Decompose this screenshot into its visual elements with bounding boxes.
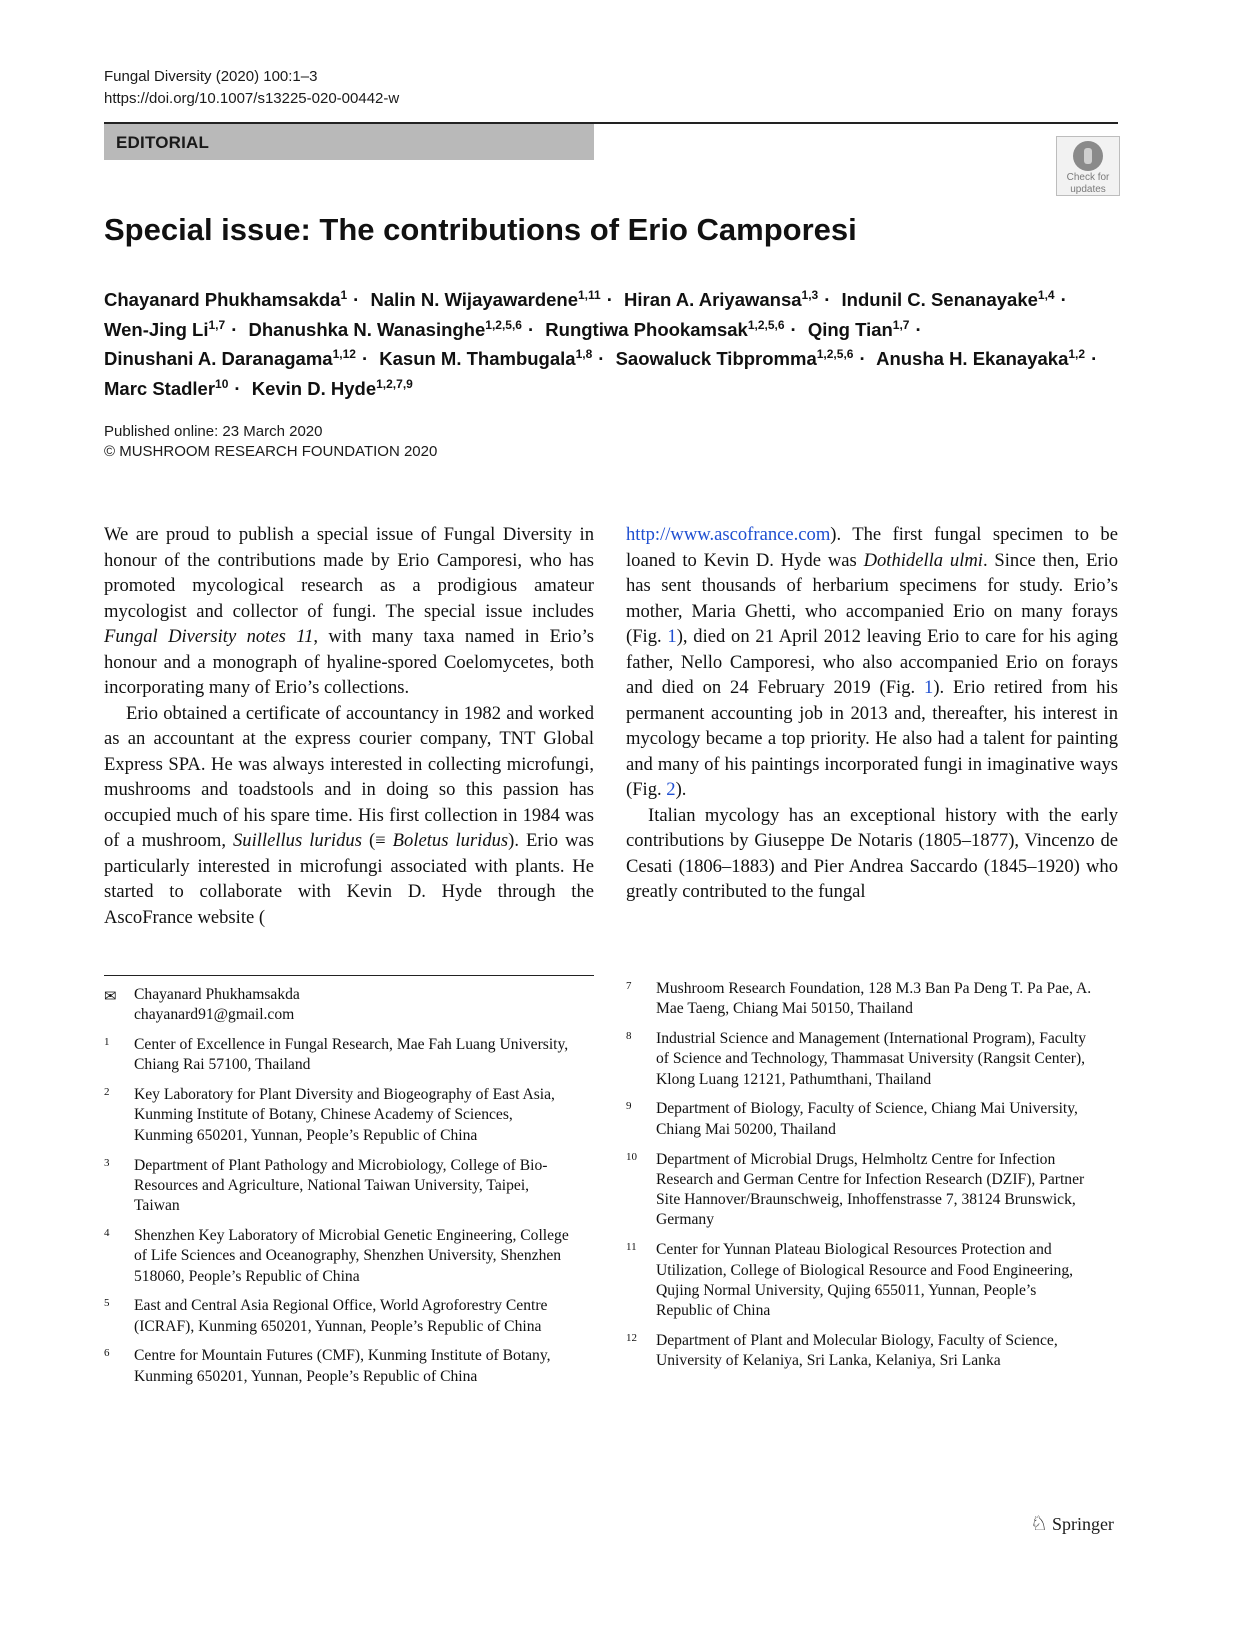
envelope-icon: ✉ [104, 989, 117, 1005]
affiliation: 12 Department of Plant and Molecular Biology, Faculty of Science, University of Kelaniya, Sri Lanka, Kelaniya, Sri Lanka [626, 1331, 1058, 1370]
ascofrance-link[interactable]: http://www.ascofrance.com [626, 524, 831, 545]
section-label: EDITORIAL [116, 133, 210, 152]
badge-line2: updates [1070, 184, 1106, 195]
affiliation: 3 Department of Plant Pathology and Microbiology, College of Bio-Resources and Agriculture, National Taiwan University, Taipei, Taiwan [104, 1156, 548, 1215]
correspondence-email[interactable]: chayanard91@gmail.com [134, 1006, 295, 1024]
badge-line1: Check for [1066, 172, 1110, 183]
author-separator: · [1091, 348, 1098, 370]
figure-1-link[interactable]: 1 [924, 677, 934, 698]
affiliation: 11 Center for Yunnan Plateau Biological Resources Protection and Utilization, College of Biological Resource and Food Engineering, Qujing Normal University, Qujing 655011, Yunnan, People’s Republic of China [626, 1241, 1074, 1320]
author[interactable]: Kasun M. Thambugala$^{1,8}$ [379, 347, 593, 370]
author-separator: · [606, 289, 613, 311]
author-separator: · [234, 378, 241, 400]
springer-horse-icon: ♘ [1030, 1511, 1048, 1535]
journal-citation: Fungal Diversity (2020) 100:1–3 [104, 68, 318, 85]
bookmark-icon [1073, 141, 1103, 171]
check-for-updates-badge[interactable] [1056, 136, 1120, 196]
author-separator: · [353, 289, 360, 311]
publication-info [104, 422, 437, 462]
author-separator: · [361, 348, 369, 370]
affiliation: 7 Mushroom Research Foundation, 128 M.3 Ban Pa Deng T. Pa Pae, A. Mae Taeng, Chiang Mai 50150, Thailand [626, 980, 1092, 1018]
affiliation: 5 East and Central Asia Regional Office, World Agroforestry Centre (ICRAF), Kunming 650201, Yunnan, People’s Republic of China [104, 1297, 548, 1335]
affiliation: 8 Industrial Science and Management (International Program), Faculty of Science and Technology, Thammasat University (Rangsit Center), Klong Luang 12121, Pathumthani, Thailand [626, 1030, 1086, 1088]
author[interactable]: Qing Tian$^{1,7}$ [807, 317, 910, 340]
author-separator: · [598, 348, 605, 370]
author[interactable]: Rungtiwa Phookamsak$^{1,2,5,6}$ [545, 317, 785, 340]
paragraph-continued: http://www.ascofrance.com). The first fungal specimen to be loaned to Kevin D. Hyde was Dothidella ulmi. Since then, Erio has sent thousands of herbarium specimens for study. Erio’s mother, Maria Ghetti, who accompanied Erio on many forays (Fig. 1), died on 21 April 2012 leaving Erio to care for his aging father, Nello Camporesi, who also accompanied Erio on forays and died on 24 February 2019 (Fig. 1). Erio retired from his permanent accounting job in 2013 and, thereafter, his interest in mycology became a top priority. He also had a talent for painting and many of his paintings incorporated fungi in imaginative ways (Fig. 2). [626, 524, 1119, 800]
article-title: Special issue: The contributions of Erio Camporesi [104, 212, 857, 247]
paragraph: Erio obtained a certificate of accountancy in 1982 and worked as an accountant at the express courier company, TNT Global Express SPA. He was always interested in collecting microfungi, mushrooms and toadstools and in doing so this passion has occupied much of his spare time. His first collection in 1984 was of a mushroom, Suillellus luridus (≡ Boletus luridus). Erio was particularly interested in microfungi associated with plants. He started to collaborate with Kevin D. Hyde through the AscoFrance website ( [104, 702, 594, 928]
body-column-right [626, 522, 1118, 905]
author-separator: · [1060, 289, 1067, 311]
paragraph: We are proud to publish a special issue of Fungal Diversity in honour of the contributions made by Erio Camporesi, who has promoted mycological research as a prodigious amateur mycologist and collector of fungi. The special issue includes Fungal Diversity notes 11, with many taxa named in Erio’s honour and a monograph of hyaline-spored Coelomycetes, both incorporating many of Erio’s collections. [104, 524, 595, 698]
affiliations-right [626, 979, 1096, 1381]
publisher-name: Springer [1051, 1514, 1114, 1534]
affiliation: 10 Department of Microbial Drugs, Helmholtz Centre for Infection Research and German Centre for Infection Research (DZIF), Partner Site Hannover/Braunschweig, Inhoffenstrasse 7, 38124 Brunswick, Germany [626, 1150, 1085, 1229]
author[interactable]: Dhanushka N. Wanasinghe$^{1,2,5,6}$ [248, 317, 522, 340]
author-separator: · [790, 318, 797, 340]
footnote-rule [104, 975, 594, 976]
author-separator: · [231, 318, 238, 340]
author-separator: · [824, 289, 831, 311]
author[interactable]: Marc Stadler$^{10}$ [104, 376, 229, 400]
author[interactable]: Kevin D. Hyde$^{1,2,7,9}$ [251, 376, 413, 400]
affiliation: 2 Key Laboratory for Plant Diversity and Biogeography of East Asia, Kunming Institute of Botany, Chinese Academy of Sciences, Kunming 650201, Yunnan, People’s Republic of China [104, 1086, 555, 1144]
author-list [104, 283, 1124, 402]
affiliations-left [104, 985, 574, 1397]
correspondence [104, 985, 574, 1026]
author-separator: · [859, 348, 866, 370]
author[interactable]: Hiran A. Ariyawansa$^{1,3}$ [624, 288, 819, 311]
affiliation: 9 Department of Biology, Faculty of Science, Chiang Mai University, Chiang Mai 50200, Thailand [626, 1100, 1078, 1138]
doi-link[interactable]: https://doi.org/10.1007/s13225-020-00442-w [104, 90, 400, 107]
affiliation: 4 Shenzhen Key Laboratory of Microbial Genetic Engineering, College of Life Sciences and Oceanography, Shenzhen University, Shenzhen 518060, People’s Republic of China [104, 1226, 569, 1285]
affiliation: 6 Centre for Mountain Futures (CMF), Kunming Institute of Botany, Kunming 650201, Yunnan, People’s Republic of China [104, 1347, 551, 1385]
journal-header [104, 66, 399, 110]
figure-2-link[interactable]: 2 [666, 779, 676, 800]
author[interactable]: Chayanard Phukhamsakda$^1$ [104, 288, 348, 311]
published-date: Published online: 23 March 2020 [104, 423, 323, 440]
body-column-left [104, 522, 594, 930]
author[interactable]: Saowaluck Tibpromma$^{1,2,5,6}$ [615, 347, 854, 370]
paragraph: Italian mycology has an exceptional history with the early contributions by Giuseppe De Notaris (1805–1877), Vincenzo de Cesati (1806–1883) and Pier Andrea Saccardo (1845–1920) who greatly contributed to the fungal [626, 804, 1118, 902]
author-separator: · [915, 318, 922, 340]
correspondence-name: Chayanard Phukhamsakda [134, 986, 300, 1003]
affiliation: 1 Center of Excellence in Fungal Research, Mae Fah Luang University, Chiang Rai 57100, Thailand [104, 1036, 569, 1074]
author[interactable]: Nalin N. Wijayawardene$^{1,11}$ [370, 288, 601, 311]
author[interactable]: Anusha H. Ekanayaka$^{1,2}$ [876, 347, 1086, 370]
author[interactable]: Dinushani A. Daranagama$^{1,12}$ [104, 347, 356, 370]
author[interactable]: Wen-Jing Li$^{1,7}$ [104, 317, 226, 340]
copyright: © MUSHROOM RESEARCH FOUNDATION 2020 [104, 443, 438, 460]
author[interactable]: Indunil C. Senanayake$^{1,4}$ [841, 288, 1055, 311]
figure-1-link[interactable]: 1 [667, 626, 677, 647]
author-separator: · [527, 318, 535, 340]
publisher-logo [1030, 1511, 1114, 1535]
